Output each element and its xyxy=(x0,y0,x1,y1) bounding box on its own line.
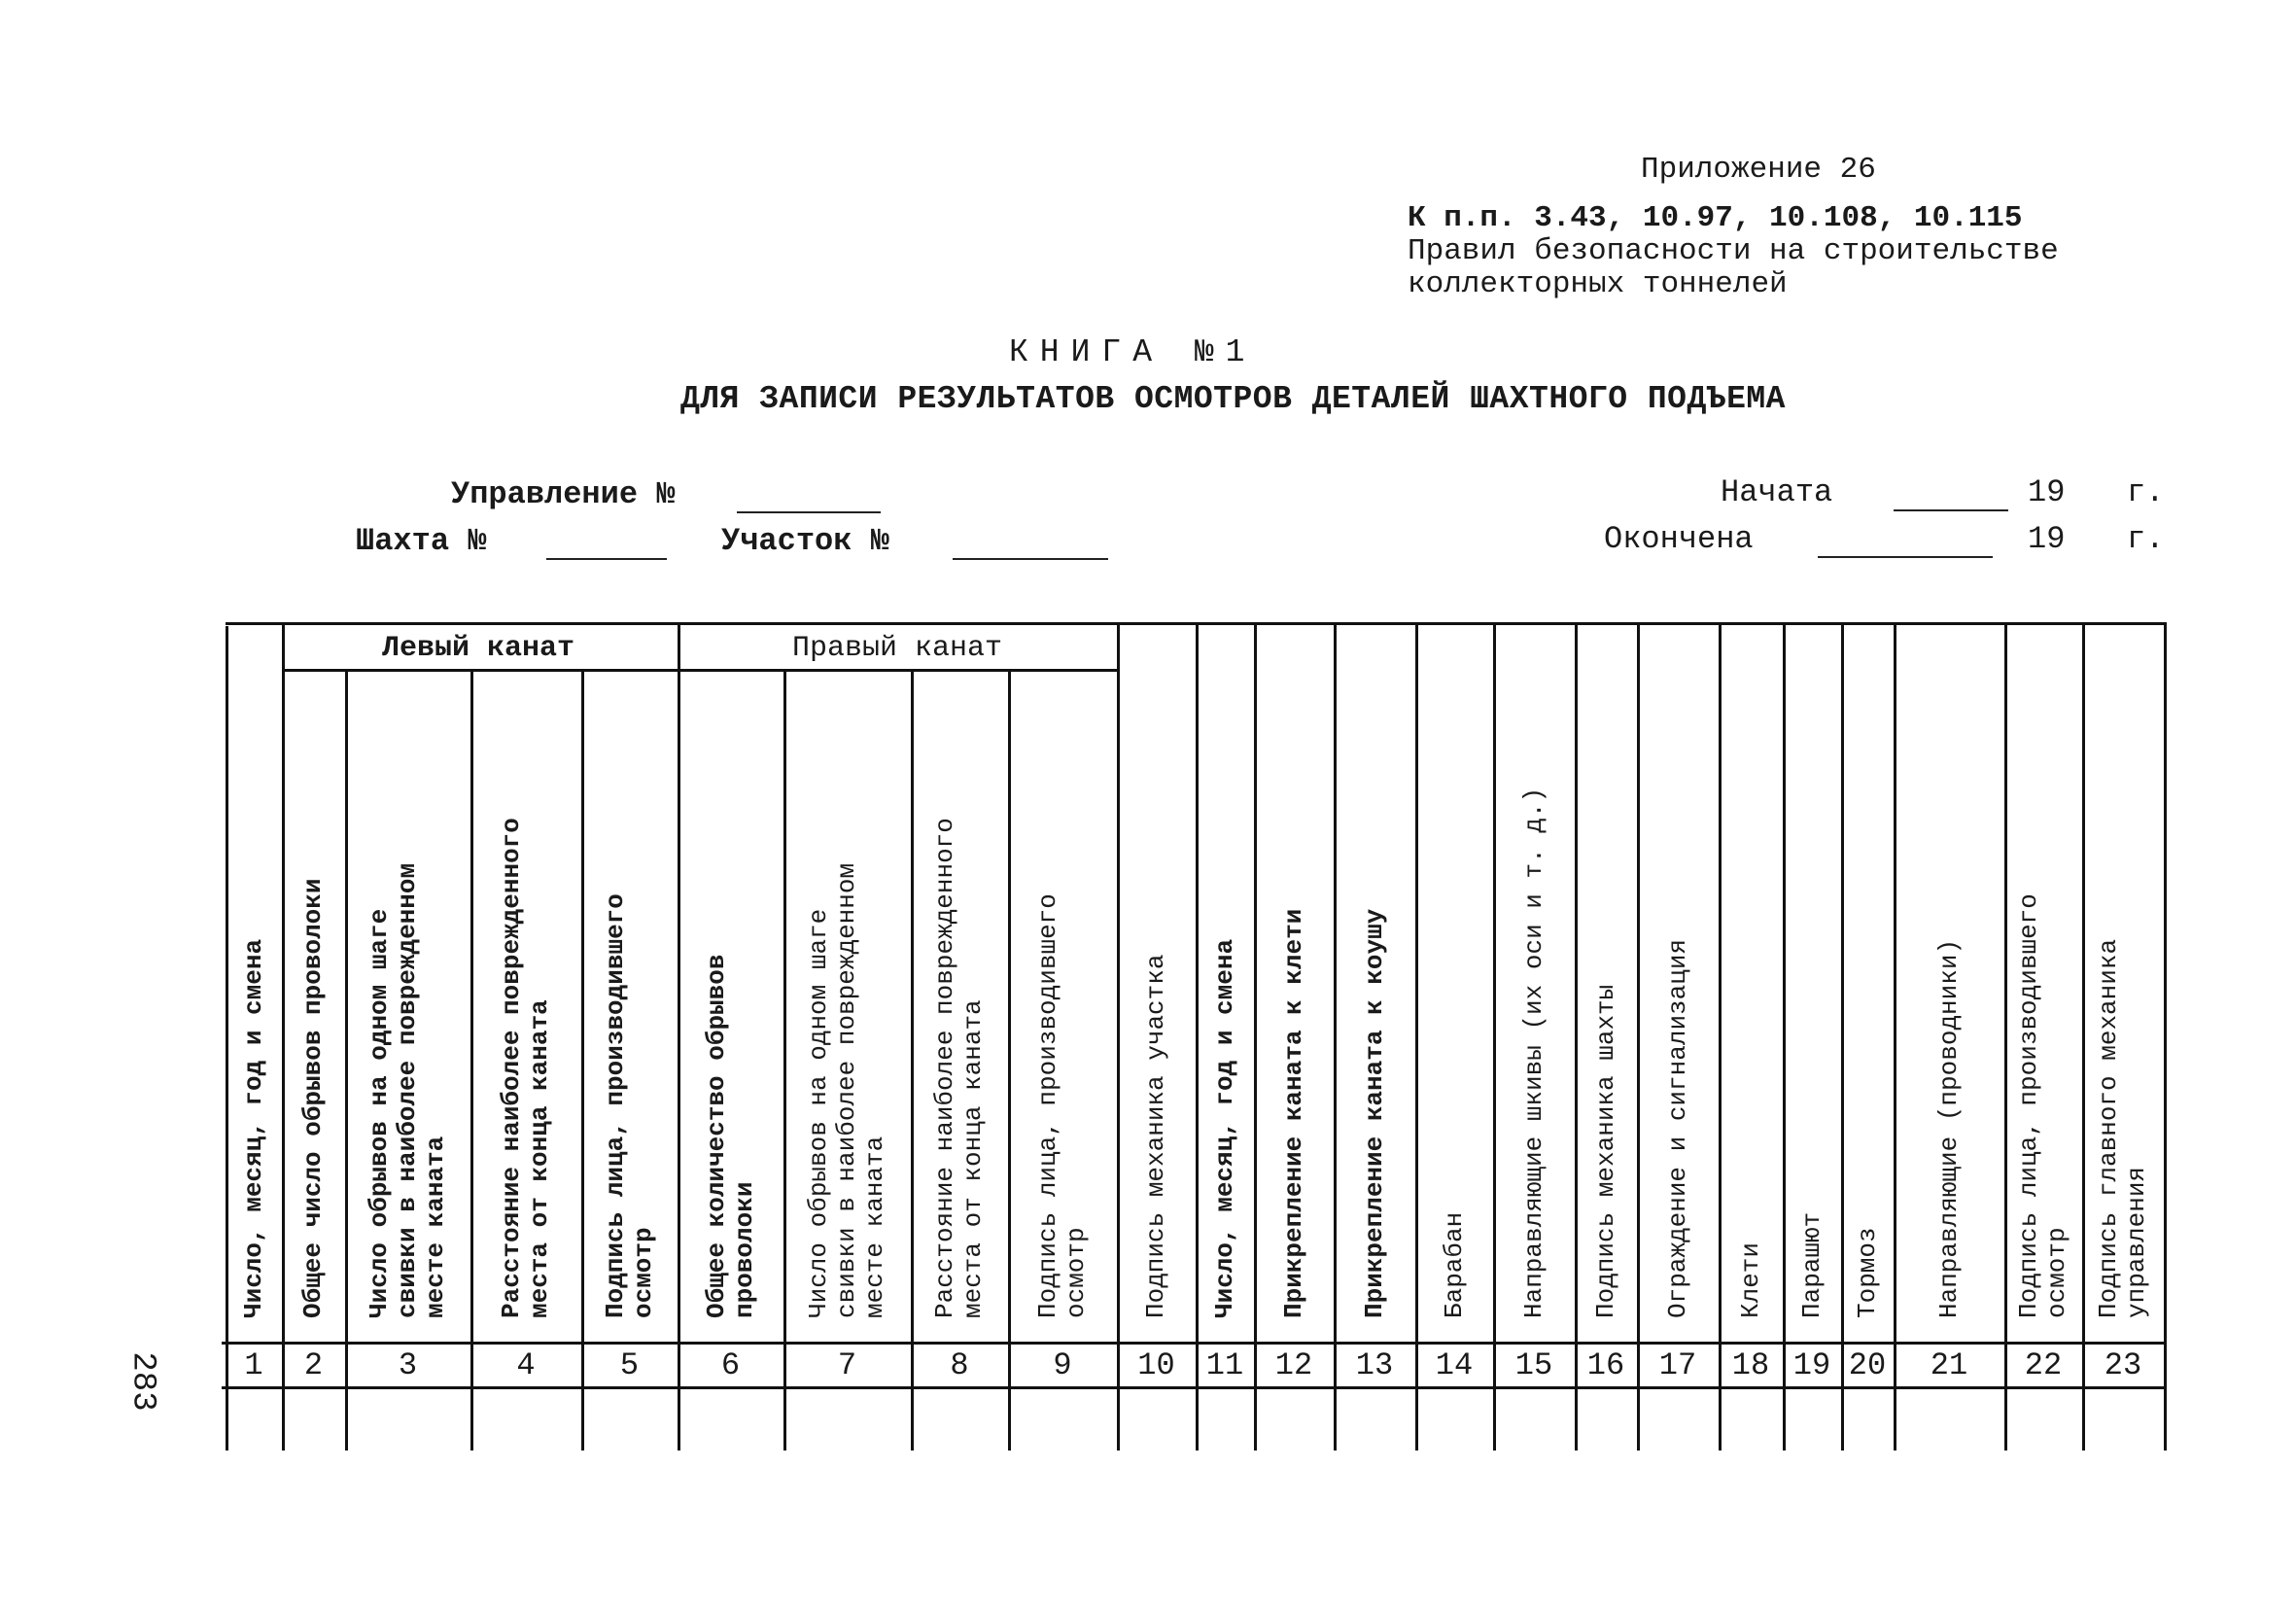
column-header-7: Число обрывов на одном шаге свивки в наиболее поврежденном месте каната xyxy=(804,862,889,1318)
book-title: КНИГА №1 xyxy=(1009,334,1257,370)
column-number-4: 4 xyxy=(516,1347,536,1383)
column-number-5: 5 xyxy=(619,1347,640,1383)
column-divider xyxy=(911,669,914,1451)
column-header-11: Число, месяц, год и смена xyxy=(1209,938,1239,1318)
column-header-12: Прикрепление каната к клети xyxy=(1278,908,1308,1318)
column-header-15: Направляющие шкивы (их оси и т. д.) xyxy=(1518,787,1548,1318)
column-divider xyxy=(783,669,786,1451)
column-header-9: Подпись лица, производившего осмотр xyxy=(1033,893,1091,1318)
column-header-4: Расстояние наиболее поврежденного места от конца каната xyxy=(497,818,554,1318)
number-row-border xyxy=(222,1386,2164,1389)
column-divider xyxy=(1894,622,1896,1451)
column-divider xyxy=(581,669,584,1451)
column-number-22: 22 xyxy=(2024,1347,2063,1383)
column-divider xyxy=(2004,622,2007,1451)
column-number-23: 23 xyxy=(2104,1347,2142,1383)
mine-blank[interactable] xyxy=(546,558,667,560)
column-number-8: 8 xyxy=(950,1347,969,1383)
header-bottom-border xyxy=(222,1342,2164,1345)
column-divider xyxy=(1841,622,1844,1451)
section-label: Участок № xyxy=(721,523,889,559)
column-divider xyxy=(1783,622,1786,1451)
column-divider xyxy=(1196,622,1199,1451)
directorate-blank[interactable] xyxy=(737,511,881,513)
column-number-2: 2 xyxy=(303,1347,324,1383)
column-number-3: 3 xyxy=(398,1347,418,1383)
started-label: Начата xyxy=(1721,474,1833,510)
column-divider xyxy=(470,669,473,1451)
column-divider xyxy=(1117,622,1120,1451)
column-header-2: Общее число обрывов проволоки xyxy=(298,878,328,1318)
column-divider xyxy=(1719,622,1722,1451)
column-header-20: Тормоз xyxy=(1852,1227,1882,1318)
column-header-8: Расстояние наиболее поврежденного места от конца каната xyxy=(930,818,988,1318)
column-divider xyxy=(1415,622,1418,1451)
column-header-17: Ограждение и сигнализация xyxy=(1662,938,1692,1318)
column-header-19: Парашют xyxy=(1796,1211,1826,1318)
finished-blank[interactable] xyxy=(1818,556,1993,558)
section-blank[interactable] xyxy=(953,558,1108,560)
column-header-23: Подпись главного механика управления xyxy=(2094,938,2151,1318)
column-header-5: Подпись лица, производившего осмотр xyxy=(600,893,658,1318)
directorate-label: Управление № xyxy=(451,476,676,512)
column-number-1: 1 xyxy=(244,1347,263,1383)
column-divider xyxy=(678,622,680,1451)
mine-label: Шахта № xyxy=(356,523,487,559)
column-number-17: 17 xyxy=(1658,1347,1697,1383)
appendix-refs: К п.п. 3.43, 10.97, 10.108, 10.115 xyxy=(1408,201,2023,235)
column-header-14: Барабан xyxy=(1439,1211,1469,1318)
column-number-13: 13 xyxy=(1355,1347,1394,1383)
group-header-divider xyxy=(282,669,1117,672)
appendix-rules-line2: коллекторных тоннелей xyxy=(1408,267,1788,301)
finished-label: Окончена xyxy=(1604,521,1754,557)
column-divider xyxy=(1493,622,1496,1451)
column-number-18: 18 xyxy=(1731,1347,1770,1383)
book-subtitle: ДЛЯ ЗАПИСИ РЕЗУЛЬТАТОВ ОСМОТРОВ ДЕТАЛЕЙ ШАХТНОГО ПОДЪЕМА xyxy=(680,381,1786,417)
column-number-15: 15 xyxy=(1514,1347,1553,1383)
column-divider xyxy=(1637,622,1640,1451)
column-divider xyxy=(2082,622,2085,1451)
appendix-rules-line1: Правил безопасности на строительстве xyxy=(1408,234,2059,268)
finished-year-suffix: г. xyxy=(2127,521,2165,557)
column-number-14: 14 xyxy=(1435,1347,1474,1383)
column-number-20: 20 xyxy=(1848,1347,1887,1383)
column-number-7: 7 xyxy=(837,1347,857,1383)
column-divider xyxy=(282,622,285,1451)
column-header-13: Прикрепление каната к коушу xyxy=(1359,908,1389,1318)
column-divider xyxy=(226,626,228,1451)
column-header-10: Подпись механика участка xyxy=(1141,954,1170,1318)
started-year: 19 xyxy=(2028,474,2066,510)
column-divider xyxy=(1008,669,1011,1451)
page-number: 283 xyxy=(123,1351,161,1412)
column-divider xyxy=(1575,622,1578,1451)
column-divider xyxy=(1334,622,1337,1451)
column-header-22: Подпись лица, производившего осмотр xyxy=(2014,893,2071,1318)
column-divider xyxy=(2164,622,2167,1451)
column-number-11: 11 xyxy=(1205,1347,1244,1383)
column-header-6: Общее количество обрывов проволоки xyxy=(701,954,759,1318)
column-number-6: 6 xyxy=(720,1347,741,1383)
column-header-1: Число, месяц, год и смена xyxy=(238,938,268,1318)
column-number-16: 16 xyxy=(1586,1347,1625,1383)
column-number-10: 10 xyxy=(1137,1347,1175,1383)
column-number-9: 9 xyxy=(1053,1347,1072,1383)
column-divider xyxy=(1254,622,1257,1451)
column-number-12: 12 xyxy=(1274,1347,1313,1383)
appendix-title: Приложение 26 xyxy=(1641,153,1876,187)
finished-year: 19 xyxy=(2028,521,2066,557)
group-left-rope: Левый канат xyxy=(381,632,575,665)
column-header-18: Клети xyxy=(1735,1241,1765,1318)
column-divider xyxy=(345,669,348,1451)
column-header-3: Число обрывов на одном шаге свивки в наиболее поврежденном месте каната xyxy=(365,862,450,1318)
column-header-21: Направляющие (проводники) xyxy=(1933,938,1964,1318)
group-right-rope: Правый канат xyxy=(791,632,1003,665)
started-year-suffix: г. xyxy=(2127,474,2165,510)
started-blank[interactable] xyxy=(1894,509,2008,511)
column-number-21: 21 xyxy=(1930,1347,1968,1383)
table-top-border xyxy=(226,622,2164,625)
column-number-19: 19 xyxy=(1792,1347,1831,1383)
column-header-16: Подпись механика шахты xyxy=(1590,984,1620,1318)
